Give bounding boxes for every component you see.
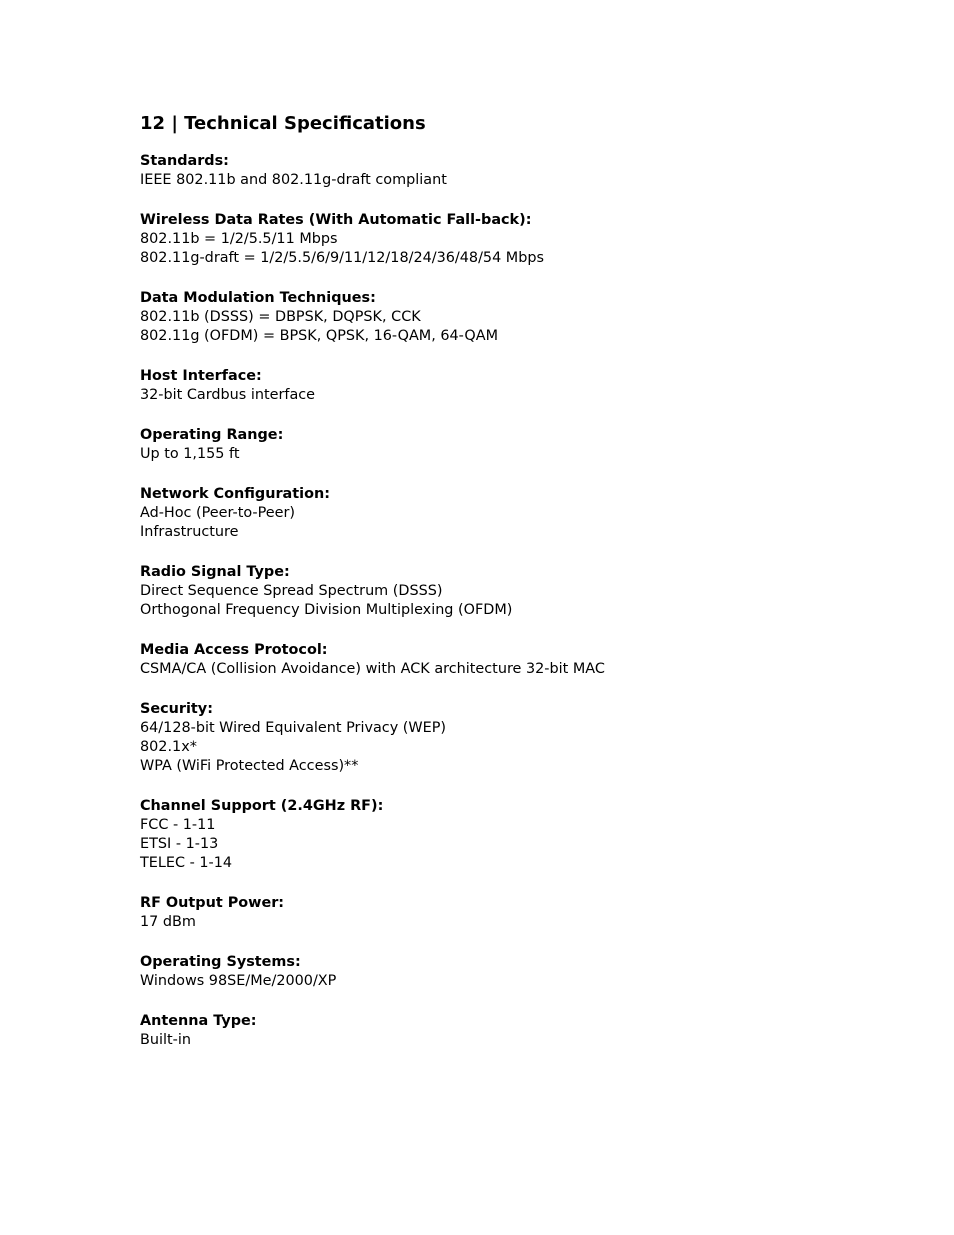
spec-value: 32-bit Cardbus interface [140, 387, 316, 403]
spec-section [140, 485, 900, 542]
spec-value: Direct Sequence Spread Spectrum (DSSS) [140, 583, 443, 599]
spec-value: 17 dBm [140, 914, 196, 930]
spec-section [140, 641, 900, 679]
spec-section [140, 894, 900, 932]
spec-value: 64/128-bit Wired Equivalent Privacy (WEP) [140, 720, 447, 736]
spec-label: Security: [140, 701, 213, 717]
spec-section [140, 367, 900, 405]
spec-label: RF Output Power: [140, 895, 285, 911]
spec-value: WPA (WiFi Protected Access)** [140, 758, 359, 774]
spec-label: Host Interface: [140, 368, 262, 384]
spec-label: Standards: [140, 153, 229, 169]
spec-section [140, 797, 900, 873]
spec-value: 802.11g-draft = 1/2/5.5/6/9/11/12/18/24/36/48/54 Mbps [140, 250, 544, 266]
spec-value: CSMA/CA (Collision Avoidance) with ACK architecture 32-bit MAC [140, 661, 605, 677]
spec-label: Wireless Data Rates (With Automatic Fall-back): [140, 212, 532, 228]
spec-section [140, 563, 900, 620]
spec-label: Network Configuration: [140, 486, 330, 502]
spec-value: TELEC - 1-14 [140, 855, 233, 871]
spec-label: Operating Systems: [140, 954, 301, 970]
page-title: 12 | Technical Specifications [140, 113, 426, 134]
spec-section [140, 426, 900, 464]
spec-value: ETSI - 1-13 [140, 836, 219, 852]
spec-value: 802.11b = 1/2/5.5/11 Mbps [140, 231, 338, 247]
spec-label: Media Access Protocol: [140, 642, 328, 658]
spec-value: FCC - 1-11 [140, 817, 216, 833]
spec-value: Infrastructure [140, 524, 239, 540]
spec-section [140, 152, 900, 190]
spec-value: 802.1x* [140, 739, 197, 755]
spec-value: 802.11g (OFDM) = BPSK, QPSK, 16-QAM, 64-QAM [140, 328, 498, 344]
spec-value: Windows 98SE/Me/2000/XP [140, 973, 337, 989]
spec-value: Built-in [140, 1032, 191, 1048]
spec-list [140, 152, 900, 1050]
spec-value: Orthogonal Frequency Division Multiplexing (OFDM) [140, 602, 513, 618]
spec-value: Ad-Hoc (Peer-to-Peer) [140, 505, 296, 521]
spec-section [140, 700, 900, 776]
spec-label: Antenna Type: [140, 1013, 257, 1029]
spec-value: 802.11b (DSSS) = DBPSK, DQPSK, CCK [140, 309, 421, 325]
spec-label: Channel Support (2.4GHz RF): [140, 798, 384, 814]
spec-section [140, 1012, 900, 1050]
spec-value: IEEE 802.11b and 802.11g-draft compliant [140, 172, 447, 188]
document-page [140, 112, 900, 1071]
spec-label: Data Modulation Techniques: [140, 290, 376, 306]
spec-label: Operating Range: [140, 427, 284, 443]
spec-section [140, 953, 900, 991]
spec-value: Up to 1,155 ft [140, 446, 240, 462]
spec-section [140, 289, 900, 346]
spec-label: Radio Signal Type: [140, 564, 290, 580]
spec-section [140, 211, 900, 268]
